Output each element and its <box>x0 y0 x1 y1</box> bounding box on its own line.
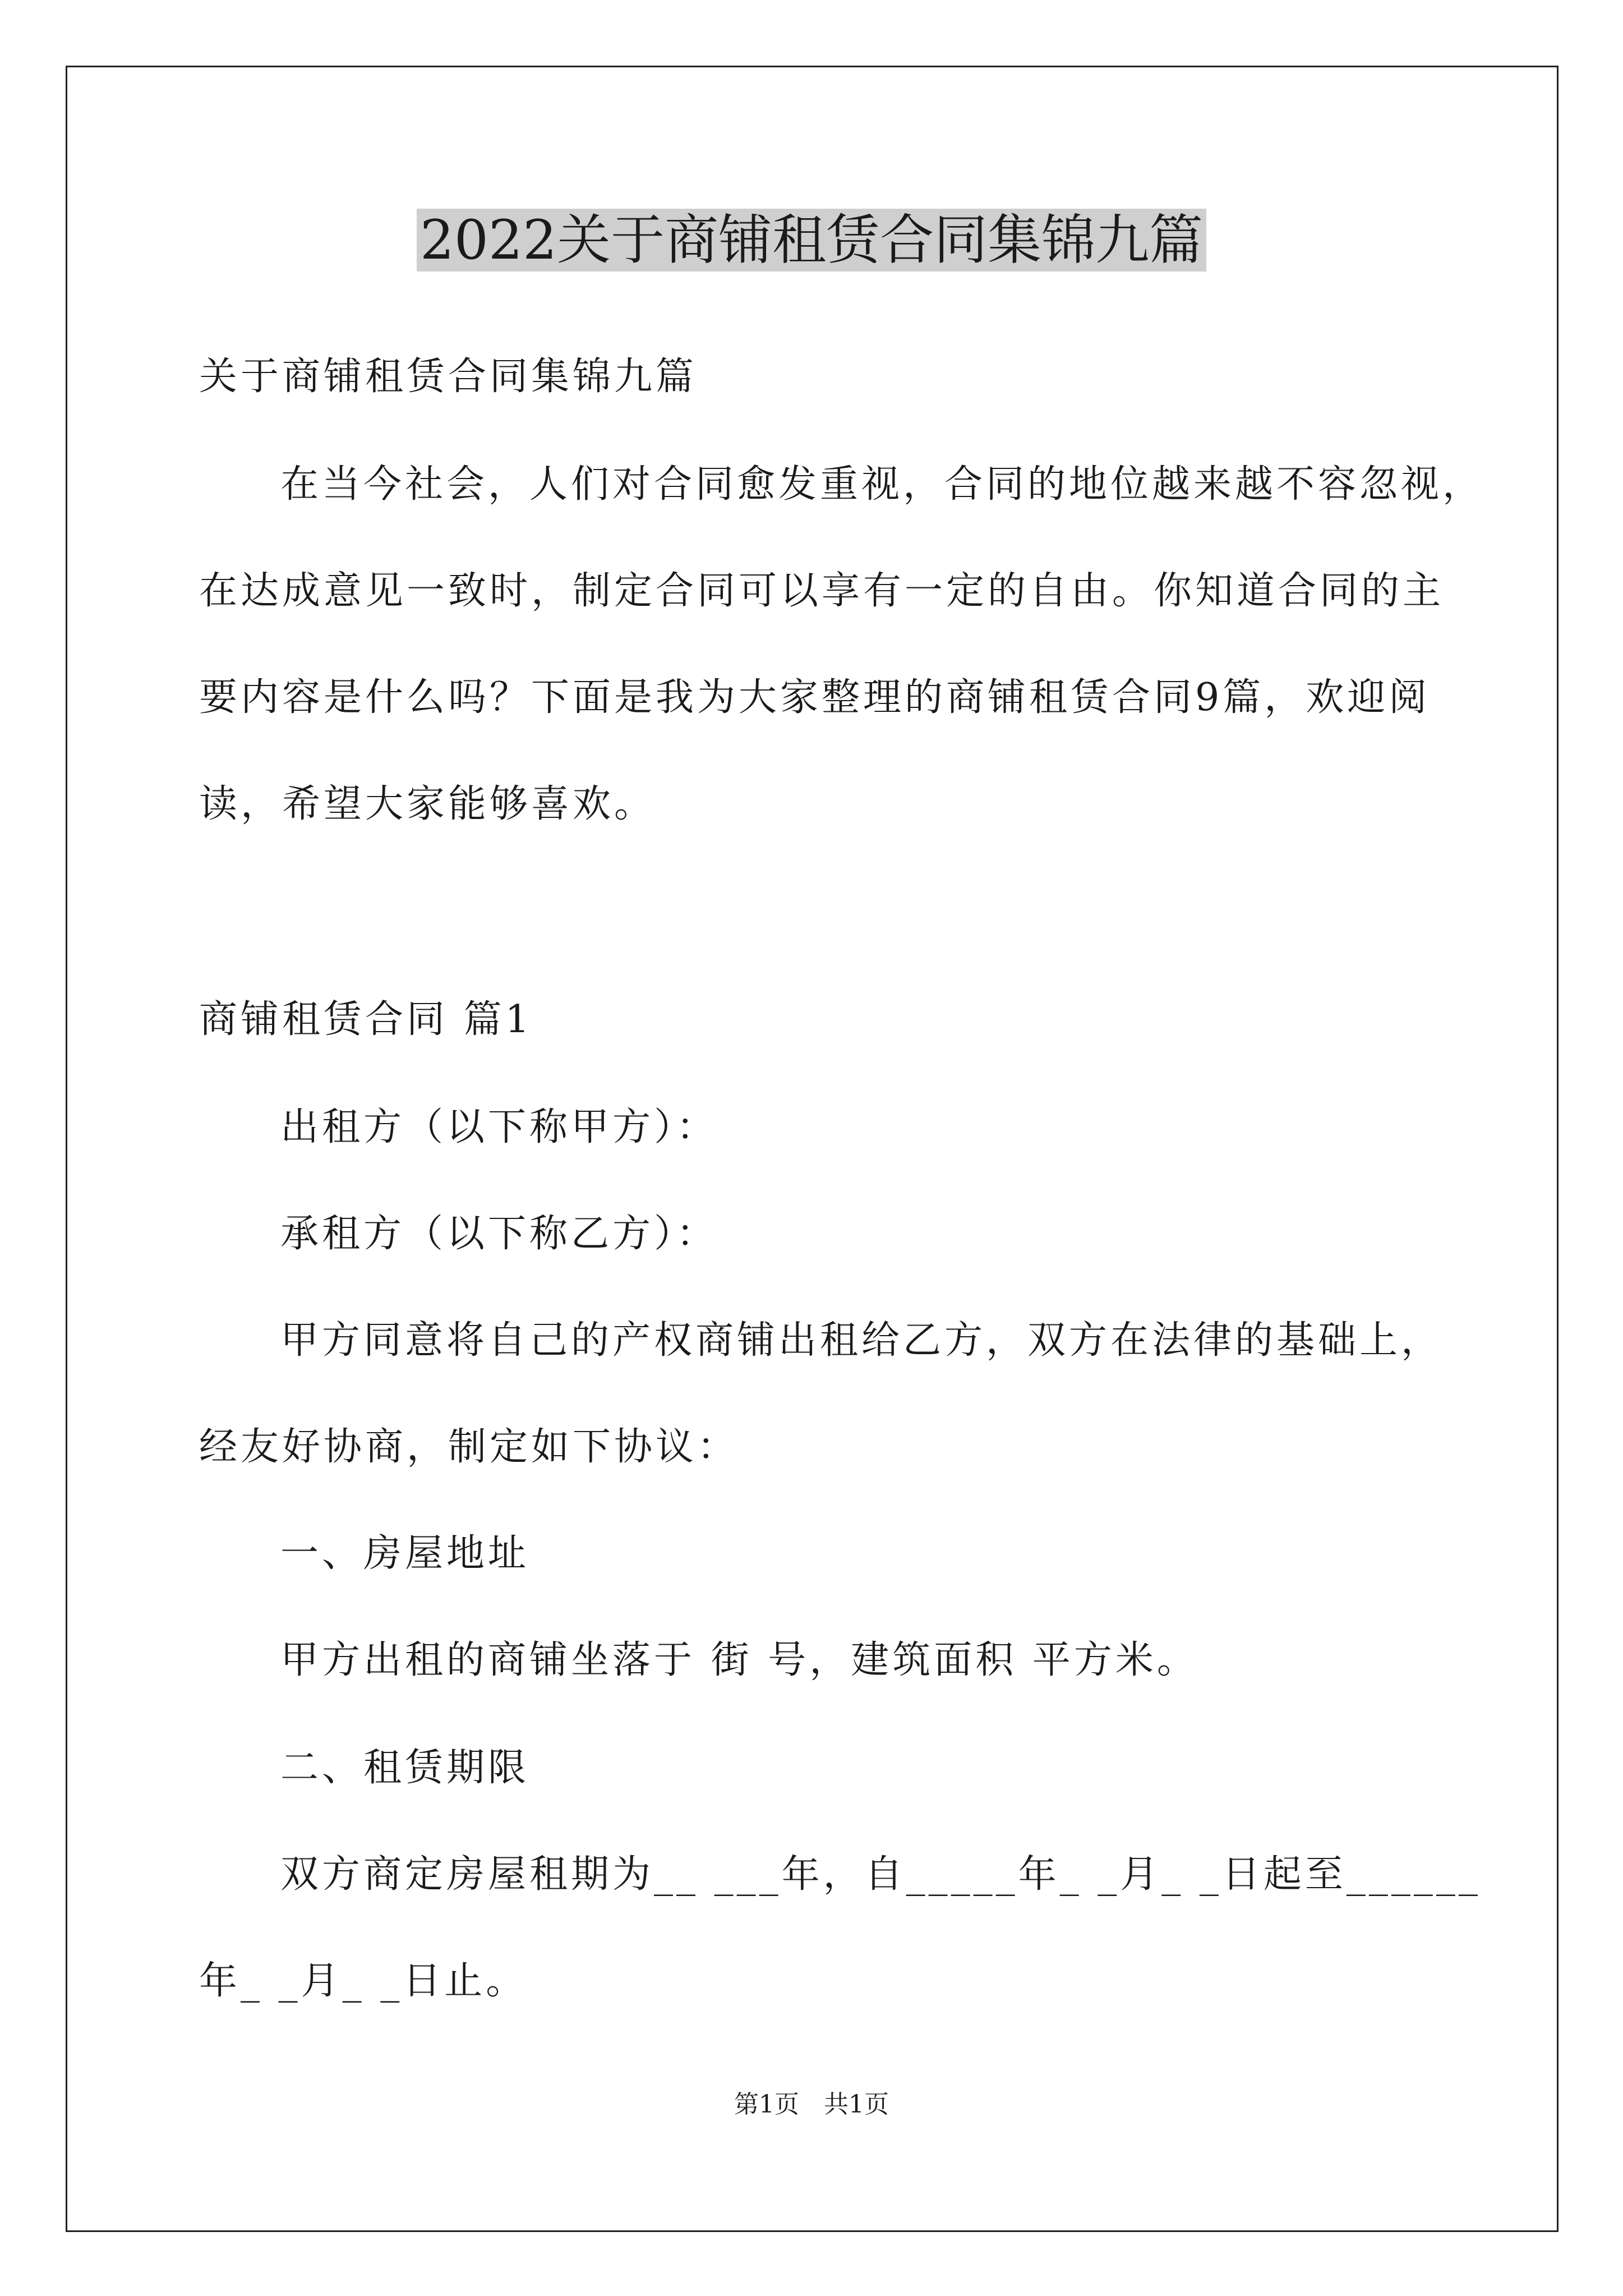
intro-line-1: 在当今社会，人们对合同愈发重视，合同的地位越来越不容忽视， <box>280 462 1484 507</box>
agreement-line-2: 经友好协商，制定如下协议： <box>199 1425 739 1469</box>
intro-line-3: 要内容是什么吗？下面是我为大家整理的商铺租赁合同9篇，欢迎阅 <box>199 675 1431 720</box>
clause-1-text: 甲方出租的商铺坐落于 街 号，建筑面积 平方米。 <box>280 1638 1198 1682</box>
clause-1-title: 一、房屋地址 <box>280 1531 530 1576</box>
party-b-line: 承租方（以下称乙方）： <box>280 1212 718 1256</box>
intro-line-4: 读，希望大家能够喜欢。 <box>199 782 656 826</box>
page-footer: 第1页 共1页 <box>734 2090 889 2119</box>
clause-2-text-line-2: 年_ _月_ _日止。 <box>199 1959 528 2003</box>
document-title: 2022关于商铺租赁合同集锦九篇 <box>0 201 1623 279</box>
clause-2-text-line-1: 双方商定房屋租期为__ ___年，自_____年_ _月_ _日起至______ <box>280 1852 1481 1897</box>
section-heading: 商铺租赁合同 篇1 <box>199 997 533 1042</box>
agreement-line-1: 甲方同意将自己的产权商铺出租给乙方，双方在法律的基础上， <box>280 1318 1443 1363</box>
document-subtitle: 关于商铺租赁合同集锦九篇 <box>199 355 698 399</box>
party-a-line: 出租方（以下称甲方）： <box>280 1105 718 1149</box>
clause-2-title: 二、租赁期限 <box>280 1746 530 1790</box>
intro-line-2: 在达成意见一致时，制定合同可以享有一定的自由。你知道合同的主 <box>199 569 1445 613</box>
